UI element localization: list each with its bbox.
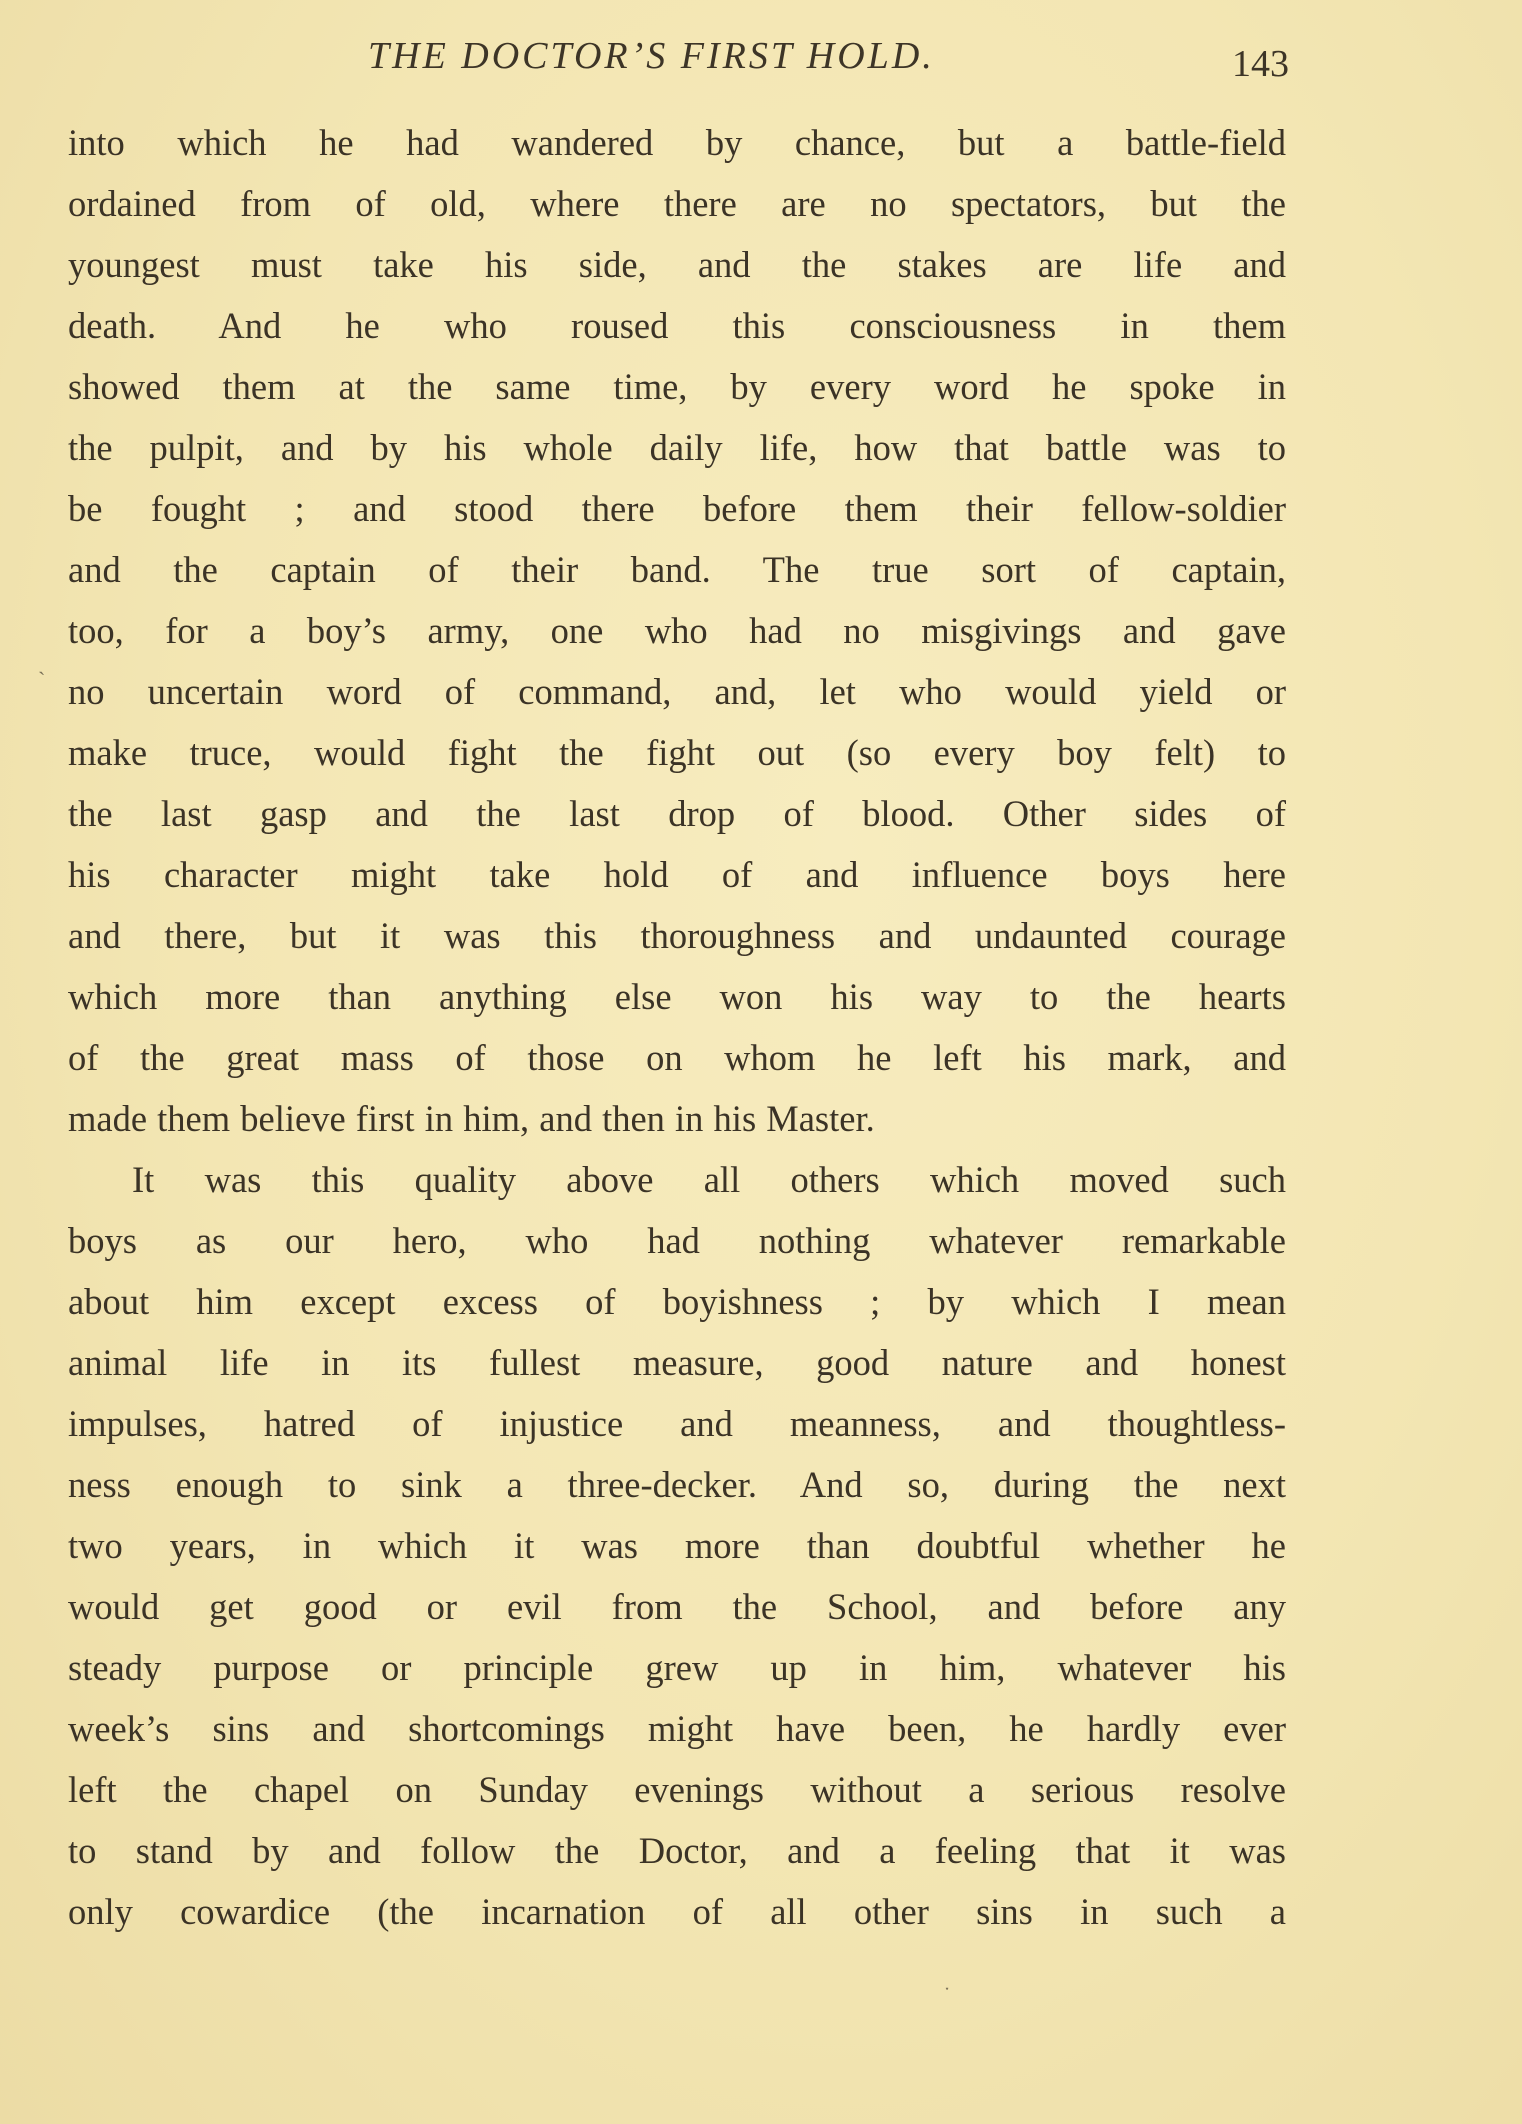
text-line: to stand by and follow the Doctor, and a feeling that it was <box>68 1830 1286 1871</box>
text-line: left the chapel on Sunday evenings without a serious resolve <box>68 1769 1286 1810</box>
margin-speck: ˑ <box>944 1978 951 2003</box>
text-line: the last gasp and the last drop of blood. Other sides of <box>68 793 1286 834</box>
text-line: ness enough to sink a three-decker. And so, during the next <box>68 1464 1286 1505</box>
text-line: make truce, would fight the fight out (so every boy felt) to <box>68 732 1286 773</box>
text-line: death. And he who roused this consciousness in them <box>68 305 1286 346</box>
text-line: the pulpit, and by his whole daily life, how that battle was to <box>68 427 1286 468</box>
running-head-title: THE DOCTOR’S FIRST HOLD. <box>368 35 935 77</box>
margin-speck: ˎ <box>38 650 46 675</box>
text-line: and there, but it was this thoroughness and undaunted courage <box>68 915 1286 956</box>
text-line: would get good or evil from the School, and before any <box>68 1586 1286 1627</box>
text-line: ordained from of old, where there are no spectators, but the <box>68 183 1286 224</box>
text-line: and the captain of their band. The true sort of captain, <box>68 549 1286 590</box>
page-number: 143 <box>1232 43 1289 85</box>
body-text <box>68 112 1286 1942</box>
text-line: two years, in which it was more than doubtful whether he <box>68 1525 1286 1566</box>
text-line: his character might take hold of and influence boys here <box>68 854 1286 895</box>
text-line: impulses, hatred of injustice and meanness, and thoughtless- <box>68 1403 1286 1444</box>
text-line: made them believe first in him, and then in his Master. <box>68 1098 875 1139</box>
text-line: animal life in its fullest measure, good nature and honest <box>68 1342 1286 1383</box>
text-line: steady purpose or principle grew up in him, whatever his <box>68 1647 1286 1688</box>
text-line: youngest must take his side, and the stakes are life and <box>68 244 1286 285</box>
text-line: too, for a boy’s army, one who had no misgivings and gave <box>68 610 1286 651</box>
text-line: showed them at the same time, by every word he spoke in <box>68 366 1286 407</box>
text-line: which more than anything else won his way to the hearts <box>68 976 1286 1017</box>
text-line: It was this quality above all others which moved such <box>132 1159 1286 1200</box>
text-line: no uncertain word of command, and, let who would yield or <box>68 671 1286 712</box>
text-line: into which he had wandered by chance, but a battle-field <box>68 122 1286 163</box>
text-line: only cowardice (the incarnation of all other sins in such a <box>68 1891 1286 1932</box>
running-head <box>0 34 1522 94</box>
text-line: be fought ; and stood there before them their fellow-soldier <box>68 488 1286 529</box>
text-line: about him except excess of boyishness ; by which I mean <box>68 1281 1286 1322</box>
text-line: boys as our hero, who had nothing whatever remarkable <box>68 1220 1286 1261</box>
text-line: week’s sins and shortcomings might have been, he hardly ever <box>68 1708 1286 1749</box>
text-line: of the great mass of those on whom he left his mark, and <box>68 1037 1286 1078</box>
